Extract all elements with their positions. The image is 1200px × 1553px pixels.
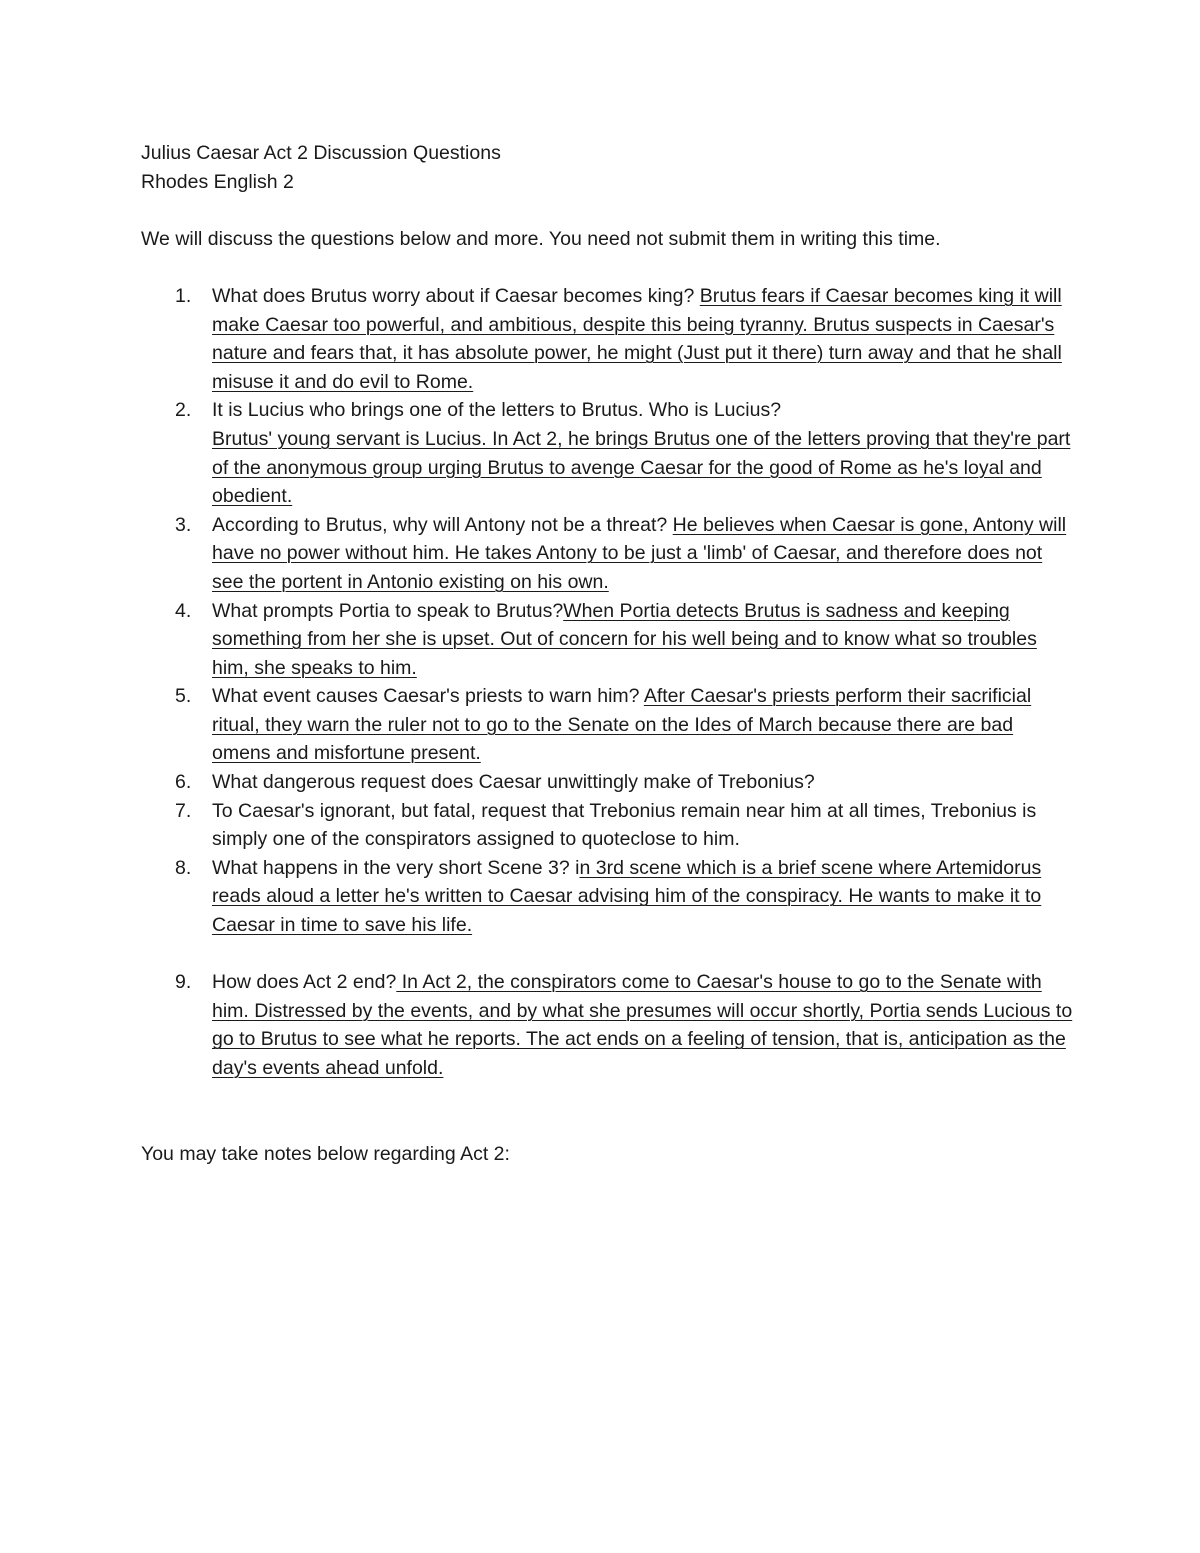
question-item	[141, 968, 1076, 1082]
question-number: 6.	[175, 771, 192, 794]
document-subtitle: Rhodes English 2	[141, 170, 294, 193]
notes-prompt: You may take notes below regarding Act 2:	[141, 1142, 510, 1165]
answer-text: Brutus' young servant is Lucius. In Act 2, he brings Brutus one of the letters proving that they're part of the anonymous group urging Brutus to avenge Caesar for the good of Rome as he's loyal and obedient.	[212, 427, 1071, 508]
question-text: It is Lucius who brings one of the letters to Brutus. Who is Lucius?	[212, 399, 782, 422]
answer-text: When Portia detects Brutus is sadness and keeping something from her she is upset. Out of concern for his well being and to know what so troubles him, she speaks to him.	[212, 599, 1037, 679]
question-number: 9.	[175, 971, 192, 994]
answer-text: In Act 2, the conspirators come to Caesar's house to go to the Senate with him. Distressed by the events, and by what she presumes will occur shortly, Portia sends Lucious to go to Brutus to see what he reports. The act ends on a feeling of tension, that is, anticipation as the day's events ahead unfold.	[212, 971, 1073, 1079]
question-list	[141, 282, 1076, 1083]
question-number: 3.	[175, 513, 192, 536]
document-title: Julius Caesar Act 2 Discussion Questions	[141, 142, 501, 164]
question-item	[141, 682, 1076, 768]
answer-text: n 3rd scene which is a brief scene where Artemidorus reads aloud a letter he's written to Caesar advising him of the conspiracy. He wants to make it to Caesar in time to save his life.	[212, 856, 1042, 937]
question-text: What happens in the very short Scene 3? i	[212, 856, 580, 879]
document-body	[141, 139, 1076, 1188]
question-item	[141, 854, 1076, 940]
question-item	[141, 768, 1076, 797]
answer-text: Brutus fears if Caesar becomes king it will make Caesar too powerful, and ambitious, despite this being tyranny. Brutus suspects in Caesar's nature and fears that, it has absolute power, he might (Just put it there) turn away and that he shall misuse it and do evil to Rome.	[212, 284, 1062, 393]
question-text: To Caesar's ignorant, but fatal, request that Trebonius remain near him at all times, Trebonius is simply one of the conspirators assigned to quoteclose to him.	[212, 799, 1037, 851]
question-item	[141, 396, 1076, 510]
question-number: 2.	[175, 399, 192, 422]
question-number: 8.	[175, 856, 192, 879]
answer-text: He believes when Caesar is gone, Antony will have no power without him. He takes Antony to be just a 'limb' of Caesar, and therefore does not see the portent in Antonio existing on his own.	[212, 513, 1067, 593]
question-item	[141, 511, 1076, 597]
question-text: According to Brutus, why will Antony not be a threat?	[212, 513, 673, 536]
question-text: What event causes Caesar's priests to warn him?	[212, 685, 644, 708]
question-text: What does Brutus worry about if Caesar becomes king?	[212, 284, 700, 307]
question-item	[141, 282, 1076, 396]
answer-text: After Caesar's priests perform their sacrificial ritual, they warn the ruler not to go to the Senate on the Ides of March because there are bad omens and misfortune present.	[212, 685, 1032, 765]
question-number: 5.	[175, 685, 192, 708]
question-number: 4.	[175, 599, 192, 622]
question-text: How does Act 2 end?	[212, 971, 397, 994]
question-number: 1.	[175, 284, 192, 307]
question-item	[141, 597, 1076, 683]
intro-text: We will discuss the questions below and more. You need not submit them in writing this time.	[141, 227, 941, 250]
question-number: 7.	[175, 799, 192, 822]
question-text: What prompts Portia to speak to Brutus?	[212, 599, 564, 622]
question-text: What dangerous request does Caesar unwittingly make of Trebonius?	[212, 771, 815, 794]
question-item	[141, 797, 1076, 854]
